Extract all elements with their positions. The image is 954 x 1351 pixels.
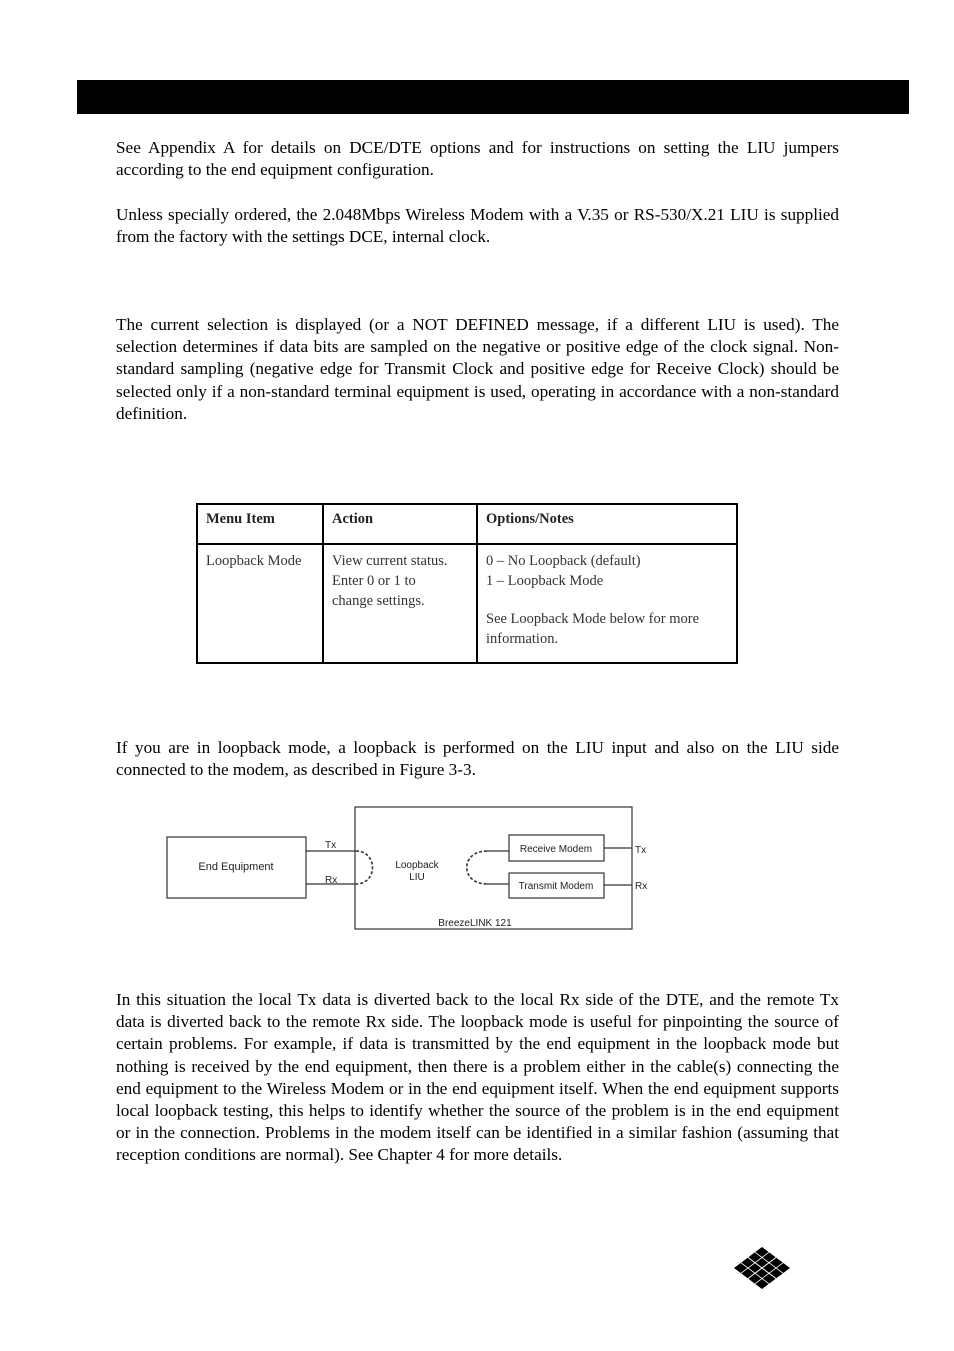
cell-options-notes xyxy=(477,544,737,663)
table-header-row xyxy=(197,504,737,544)
paragraph-loopback-intro: If you are in loopback mode, a loopback is performed on the LIU input and also on the LIU side connected to the modem, as described in Figure 3-3. xyxy=(116,738,839,780)
menu-item-text: Loopback Mode xyxy=(206,553,302,569)
end-equipment-label: End Equipment xyxy=(198,861,274,873)
action-line: View current status. xyxy=(332,553,448,569)
header-options-notes: Options/Notes xyxy=(477,504,737,544)
option-line: 1 – Loopback Mode xyxy=(486,573,604,589)
table-row xyxy=(197,544,737,663)
loopback-menu-table xyxy=(196,503,738,664)
receive-modem-label: Receive Modem xyxy=(519,844,593,855)
company-logo-icon xyxy=(733,1246,791,1290)
action-line: Enter 0 or 1 to xyxy=(332,573,416,589)
tx-right-label: Tx xyxy=(635,845,647,856)
cell-action xyxy=(323,544,477,663)
loopback-label-2: LIU xyxy=(409,872,425,883)
option-line: 0 – No Loopback (default) xyxy=(486,553,641,569)
paragraph-factory-settings: Unless specially ordered, the 2.048Mbps Wireless Modem with a V.35 or RS-530/X.21 LIU is supplied from the factory with the settings DCE, internal clock. xyxy=(116,205,839,247)
transmit-modem-label: Transmit Modem xyxy=(518,881,594,892)
note-line: information. xyxy=(486,631,559,647)
right-loopback-arc xyxy=(467,851,487,884)
header-bar xyxy=(77,80,909,114)
loopback-label-1: Loopback xyxy=(395,860,439,871)
action-line: change settings. xyxy=(332,593,425,609)
header-action: Action xyxy=(323,504,477,544)
loopback-diagram xyxy=(160,800,660,935)
header-menu-item: Menu Item xyxy=(197,504,323,544)
cell-menu-item xyxy=(197,544,323,663)
left-loopback-arc xyxy=(356,851,373,884)
rx-left-label: Rx xyxy=(325,875,338,886)
paragraph-clock-sampling: The current selection is displayed (or a NOT DEFINED message, if a different LIU is used). The selection determines if data bits are sampled on the negative or positive edge of the clock signal. Non-standard sampling (negative edge for Transmit Clock and positive edge for Receive Clock) should be selected only if a non-standard terminal equipment is used, operating in accordance with a non-standard definition. xyxy=(116,315,839,423)
note-line: See Loopback Mode below for more xyxy=(486,611,700,627)
paragraph-dce-dte: See Appendix A for details on DCE/DTE options and for instructions on setting the LIU jumpers according to the end equipment configuration. xyxy=(116,138,839,180)
paragraph-loopback-explanation: In this situation the local Tx data is diverted back to the local Rx side of the DTE, and the remote Tx data is diverted back to the remote Rx side. The loopback mode is useful for pinpointing the source of certain problems. For example, if data is transmitted by the end equipment in the loopback mode but nothing is received by the end equipment, then there is a problem either in the cable(s) connecting the end equipment to the Wireless Modem or in the end equipment itself. When the end equipment supports local loopback testing, this helps to identify whether the source of the problem is in the end equipment or in the connection. Problems in the modem itself can be identified in a similar fashion (assuming that reception conditions are normal). See Chapter 4 for more details. xyxy=(116,990,839,1165)
rx-right-label: Rx xyxy=(635,881,648,892)
tx-left-label: Tx xyxy=(325,840,337,851)
device-name-label: BreezeLINK 121 xyxy=(438,918,512,929)
